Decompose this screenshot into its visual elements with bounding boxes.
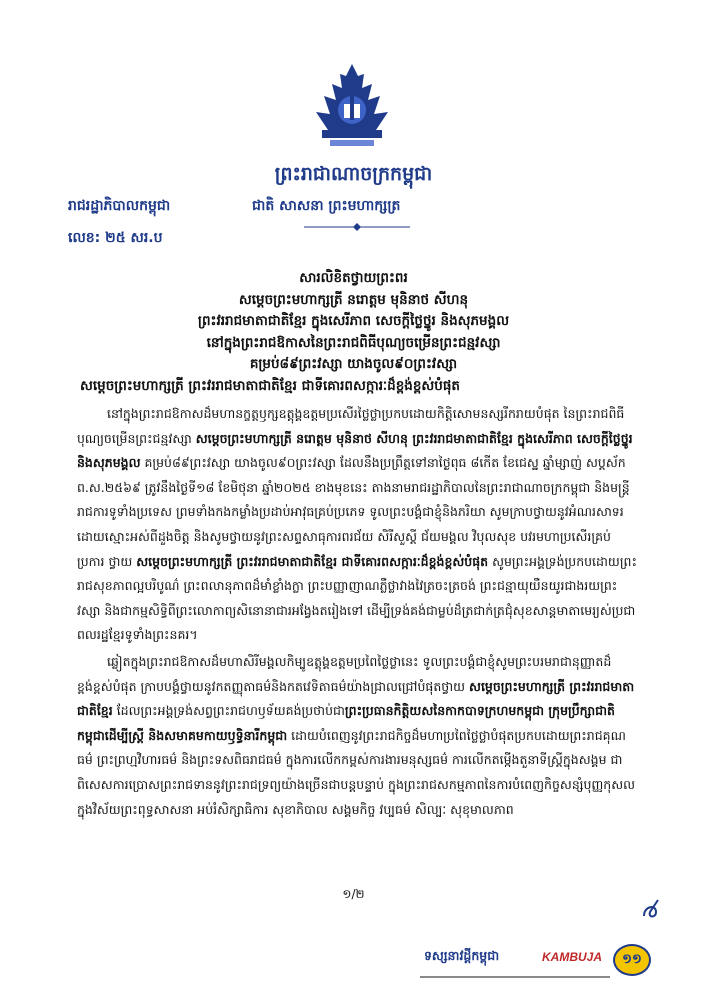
- paragraph-text: ដោយបំពេញនូវព្រះរាជកិច្ចដ៏មហាប្រពៃថ្លៃថ្លាបំផុតប្រកបដោយព្រះរាជគុណធម៌ ព្រះព្រហ្មវិហារធម៌ និងព្រះទសពិធរាជធម៌ ក្នុងការលើកកម្ពស់ការងារមនុស្សធម៌ ការលើកតម្កើងតួនាទីស្ត្រីក្នុងសង្គម ជាពិសេសការប្រោសព្រះរាជទាននូវព្រះរាជទ្រព្យយ៉ាងច្រើនជាបន្តបន្ទាប់ ក្នុងព្រះរាជសកម្មភាពនៃការបំពេញកិច្ចសន្សំបុញ្ញកុសលក្នុងវិស័យព្រះពុទ្ធសាសនា អប់រំសិក្សាធិការ សុខាភិបាល សង្គមកិច្ច វប្បធម៌ សិល្បៈ សុខុមាលភាព: [77, 727, 636, 817]
- issue-badge: ១១: [613, 944, 651, 976]
- paragraph-text: សូមព្រះអង្គទ្រង់ប្រកបដោយព្រះរាជសុខភាពល្អបរិបូណ៌ ព្រះពលានុភាពដ៏មាំខ្លាំងក្លា ព្រះបញ្ញាញាណភ្លឺថ្លាវាងវៃត្រចះត្រចង់ ព្រះជន្មាយុយឺនយូរជាងរយព្រះវស្សា និងជាកម្មសិទ្ធិពីព្រះលោកាព្យសិនោនាជារអង្វែងតរៀងទៅ ដើម្បីទ្រង់គង់ជាម្លប់ដ៏ត្រជាក់ត្រជុំសុខសាន្តមាតាមេរ្យស់ប្រជាពលរដ្ឋខ្មែរទូទាំងព្រះនគរ។: [77, 553, 637, 643]
- publication-name: ទស្សនាវដ្តីកម្ពុជា: [424, 948, 500, 963]
- publication-brand: KAMBUJA: [542, 950, 602, 964]
- royal-emblem-icon: [306, 60, 398, 152]
- paragraph-text: គម្រប់៨៩ព្រះវស្សា យាងចូល៩០ព្រះវស្សា ដែលនឹងប្រព្រឹត្តទៅនាថ្ងៃពុធ ៨កើត ខែជេស្ឋ ឆ្នាំម្សាញ់ សប្តស័ក ព.ស.២៥៦៩ ត្រូវនឹងថ្ងៃទី១៨ ខែមិថុនា ឆ្នាំ២០២៥ ខាងមុខនេះ តាងនាមរាជរដ្ឋាភិបាលនៃព្រះរាជាណាចក្រកម្ពុជា និងមន្ត្រីរាជការទូទាំងប្រទេស ព្រមទាំងកងកម្លាំងប្រដាប់អាវុធគ្រប់ប្រភេទ ទូលព្រះបង្គំជាខ្ញុំនិងភរិយា សូមក្រាបថ្វាយនូវអំណរសាទរដោយស្មោះអស់ពីដួងចិត្ត និងសូមថ្វាយនូវព្រះសព្ទសាធុការពរជ័យ សិរីសួស្តី ជ័យមង្គល វិបុលសុខ បវរមហាប្រសើរគ្រប់ប្រការ ថ្វាយ: [77, 455, 630, 569]
- motto-ornament-icon: [302, 222, 412, 232]
- footer-divider: [420, 976, 610, 978]
- title-line: សារលិខិតថ្វាយព្រះពរ: [299, 270, 408, 286]
- title-line: គម្រប់៨៩ព្រះវស្សា យាងចូល៩០ព្រះវស្សា: [249, 356, 458, 372]
- letter-title: [60, 268, 647, 376]
- kingdom-title: ព្រះរាជាណាចក្រកម្ពុជា: [274, 163, 433, 185]
- title-line: ព្រះវររាជមាតាជាតិខ្មែរ ក្នុងសេរីភាព សេចក្តីថ្លៃថ្នូរ និងសុភមង្គល: [197, 313, 510, 329]
- page-number: ១/២: [342, 887, 365, 901]
- salutation: សម្តេចព្រះមហាក្សត្រី ព្រះវររាជមាតាជាតិខ្មែរ ជាទីគោរពសក្ការៈដ៏ខ្ពង់ខ្ពស់បំផុត: [80, 378, 460, 394]
- government-label: រាជរដ្ឋាភិបាលកម្ពុជា: [68, 198, 171, 214]
- paragraph-2: [77, 650, 637, 822]
- organization-name: ព្រះប្រធានកិត្តិយសនៃកាកបាទក្រហមកម្ពុជា ក្រុមប្រឹក្សាជាតិកម្ពុជាដើម្បីស្ត្រី និងសមាគមកាយឫទ្ធិនារីកម្ពុជា: [77, 703, 615, 743]
- paragraph-1: [77, 402, 637, 648]
- paragraph-text: ឆ្លៀតក្នុងព្រះរាជឱកាសដ៏មហាសិរីមង្គលកិម្បូឧត្តុង្គឧត្តមប្រពៃថ្លៃថ្លានេះ ទូលព្រះបង្គំជាខ្ញុំសូមព្រះបរមរាជានុញ្ញាតដ៏ខ្ពង់ខ្ពស់បំផុត ក្រាបបង្គំថ្វាយនូវកតញ្ញុតាធម៌និងកតវេទិតាធម៌យ៉ាងជ្រាលជ្រៅបំផុតថ្វាយ: [77, 654, 612, 694]
- paragraph-text: ដែលព្រះអង្គទ្រង់សព្វព្រះរាជហឫទ័យគង់ប្រថាប់ជា: [112, 703, 345, 719]
- royal-name: សម្តេចព្រះមហាក្សត្រី នរោត្តម មុនិនាថ សីហនុ ព្រះវររាជមាតាជាតិខ្មែរ ក្នុងសេរីភាព សេចក្តីថ្លៃថ្នូរ និងសុភមង្គល: [77, 430, 633, 471]
- title-line: សម្តេចព្រះមហាក្សត្រី នរោត្តម មុនិនាថ សីហនុ: [238, 291, 469, 308]
- royal-name: សម្តេចព្រះមហាក្សត្រី ព្រះវររាជមាតាជាតិខ្មែរ: [77, 678, 635, 719]
- title-line: នៅក្នុងព្រះរាជឱកាសនៃព្រះរាជពិធីបុណ្យចម្រើនព្រះជន្មវស្សា: [206, 334, 501, 351]
- paragraph-text: នៅក្នុងព្រះរាជឱកាសដ៏មហានក្ខត្តឫក្សឧត្តុង្គឧត្តមប្រសើរថ្លៃថ្លាប្រកបដោយកិត្តិសោមនស្សរីករាយបំផុត នៃព្រះរាជពិធីបុណ្យចម្រើនព្រះជន្មវស្សា: [77, 406, 625, 446]
- handwritten-mark-icon: [640, 898, 664, 926]
- national-motto: ជាតិ សាសនា ព្រះមហាក្សត្រ: [252, 198, 401, 214]
- reference-number: លេខ: ២៥ សរ.ប: [68, 230, 163, 246]
- royal-name: សម្តេចព្រះមហាក្សត្រី ព្រះវររាជមាតាជាតិខ្មែរ ជាទីគោរពសក្ការៈដ៏ខ្ពង់ខ្ពស់បំផុត: [136, 553, 489, 569]
